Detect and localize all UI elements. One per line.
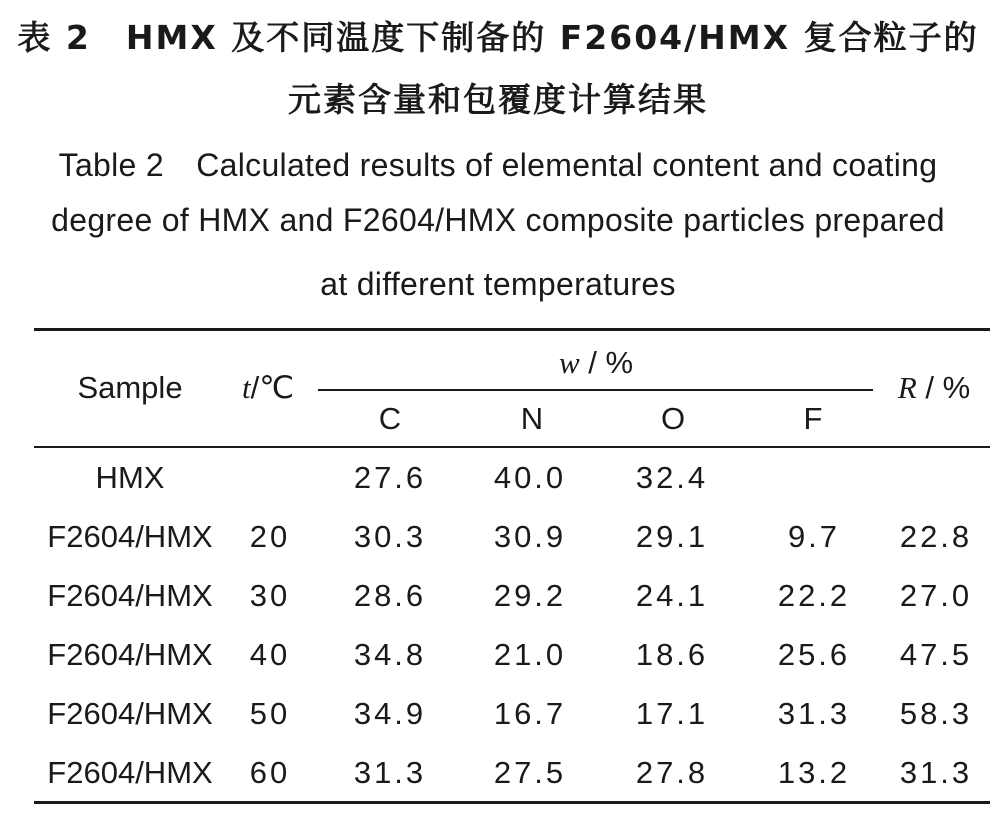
cell-n: 30.9 (493, 519, 567, 554)
header-temperature-unit: /℃ (250, 370, 295, 405)
cell-n: 40.0 (493, 460, 567, 495)
header-temperature-symbol: t (241, 370, 251, 405)
cell-t: 50 (249, 696, 291, 731)
header-mass-fraction (559, 345, 633, 381)
header-temperature (242, 370, 294, 406)
table-bottom-rule (34, 801, 990, 804)
cell-c: 34.9 (353, 696, 427, 731)
cell-sample: F2604/HMX (47, 578, 213, 613)
cell-n: 21.0 (493, 637, 567, 672)
cell-n: 16.7 (493, 696, 567, 731)
cell-o: 24.1 (635, 578, 709, 613)
cell-t: 40 (249, 637, 291, 672)
cell-n: 27.5 (493, 755, 567, 790)
cell-f: 22.2 (777, 578, 851, 613)
cell-f: 13.2 (777, 755, 851, 790)
cell-c: 31.3 (353, 755, 427, 790)
cell-c: 30.3 (353, 519, 427, 554)
cell-r: 31.3 (899, 755, 973, 790)
header-element-c: C (378, 401, 402, 436)
cell-o: 27.8 (635, 755, 709, 790)
header-coating-degree-symbol: R (897, 370, 917, 405)
cell-o: 18.6 (635, 637, 709, 672)
cell-r: 27.0 (899, 578, 973, 613)
cell-r: 47.5 (899, 637, 973, 672)
cell-n: 29.2 (493, 578, 567, 613)
w-group-rule (318, 389, 873, 391)
caption-english-line-1: Table 2 Calculated results of elemental content and coating (58, 147, 938, 183)
cell-sample: F2604/HMX (47, 519, 213, 554)
cell-sample: F2604/HMX (47, 755, 213, 790)
cell-o: 29.1 (635, 519, 709, 554)
header-sample: Sample (77, 370, 183, 405)
caption-english-line-2: degree of HMX and F2604/HMX composite particles prepared (51, 202, 945, 238)
cell-t: 20 (249, 519, 291, 554)
header-element-f: F (803, 401, 823, 436)
cell-o: 17.1 (635, 696, 709, 731)
cell-r: 22.8 (899, 519, 973, 554)
caption-chinese-line-2: 元素含量和包覆度计算结果 (288, 80, 708, 119)
cell-f: 9.7 (787, 519, 841, 554)
cell-c: 27.6 (353, 460, 427, 495)
header-coating-degree-unit: / % (916, 370, 971, 405)
cell-r: 58.3 (899, 696, 973, 731)
cell-f: 31.3 (777, 696, 851, 731)
cell-sample: HMX (95, 460, 165, 495)
cell-o: 32.4 (635, 460, 709, 495)
cell-c: 28.6 (353, 578, 427, 613)
header-mass-fraction-unit: / % (579, 345, 634, 380)
header-mass-fraction-symbol: w (558, 345, 580, 380)
header-coating-degree (898, 370, 970, 406)
cell-sample: F2604/HMX (47, 696, 213, 731)
cell-sample: F2604/HMX (47, 637, 213, 672)
header-bottom-rule (34, 446, 990, 448)
caption-english-line-3: at different temperatures (320, 266, 676, 302)
table-top-rule (34, 328, 990, 331)
caption-chinese-line-1: 表 2 HMX 及不同温度下制备的 F2604/HMX 复合粒子的 (17, 18, 979, 57)
cell-t: 60 (249, 755, 291, 790)
cell-f: 25.6 (777, 637, 851, 672)
header-element-n: N (520, 401, 544, 436)
header-element-o: O (660, 401, 686, 436)
cell-t: 30 (249, 578, 291, 613)
cell-c: 34.8 (353, 637, 427, 672)
